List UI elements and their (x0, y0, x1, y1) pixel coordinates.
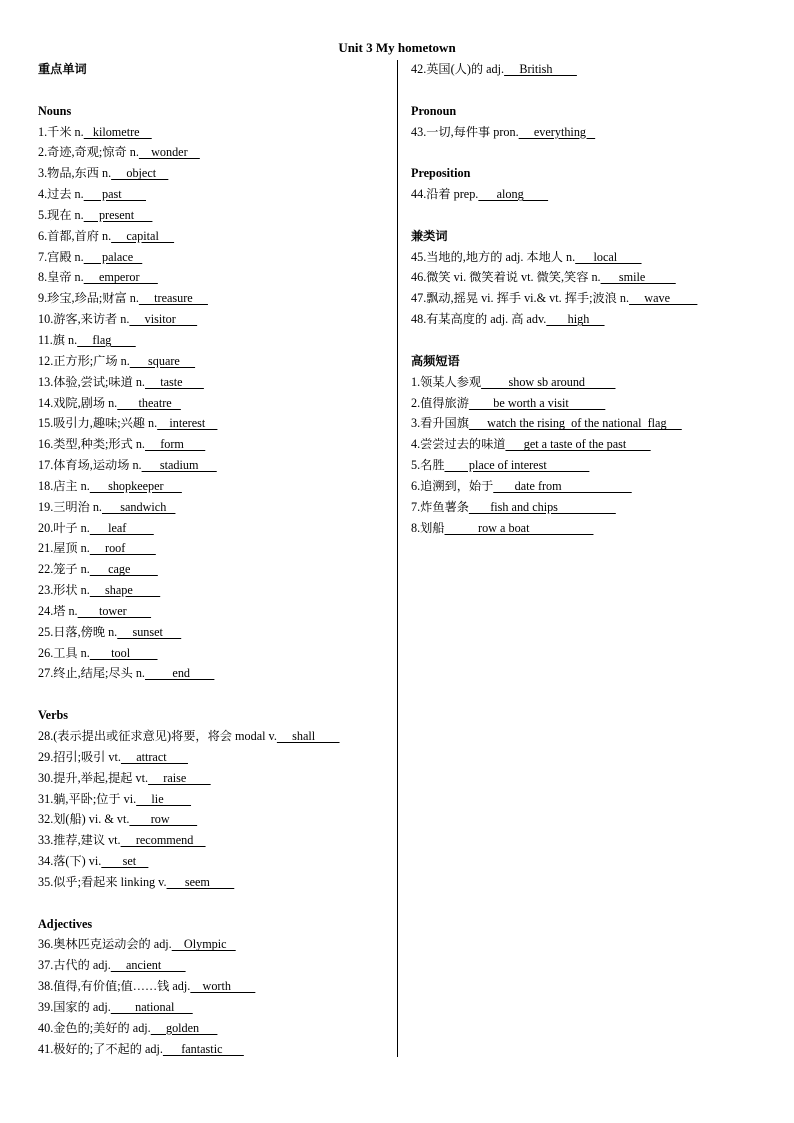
vocab-item (411, 455, 781, 476)
vocab-prompt: 42.英国(人)的 adj. (411, 62, 505, 76)
vocab-item (38, 872, 394, 893)
vocab-answer: date from (493, 478, 632, 493)
vocab-item (38, 351, 394, 372)
vocab-prompt: 26.工具 n. (38, 645, 90, 660)
section-heading: Verbs (38, 708, 69, 723)
vocab-prompt: 11.旗 n. (38, 332, 78, 347)
vocab-prompt: 4.尝尝过去的味道 (411, 437, 506, 452)
vocab-item (38, 747, 394, 768)
vocab-answer: along (478, 187, 549, 202)
vocab-answer: past (83, 187, 146, 202)
vocab-item (38, 267, 394, 288)
vocab-answer: attract (120, 749, 188, 764)
vocab-answer: flag (77, 332, 136, 347)
vocab-prompt: 6.首都,首府 n. (38, 228, 112, 243)
vocab-prompt: 34.落(下) vi. (38, 854, 102, 869)
section-heading: 重点单词 (38, 62, 87, 76)
vocab-item (38, 976, 394, 997)
vocab-prompt: 41.极好的;了不起的 adj. (38, 1041, 163, 1056)
vocab-answer: fantastic (162, 1041, 244, 1056)
vocab-answer: leaf (89, 520, 154, 535)
vocab-answer: place of interest (444, 458, 590, 473)
vocab-prompt: 20.叶子 n. (38, 520, 90, 535)
vocab-prompt: 5.现在 n. (38, 207, 84, 222)
vocab-prompt: 9.珍宝,珍品;财富 n. (38, 291, 139, 306)
vocab-item (38, 726, 394, 747)
column-divider (397, 60, 398, 1057)
vocab-item (38, 559, 394, 580)
vocab-prompt: 40.金色的;美好的 adj. (38, 1020, 151, 1035)
vocab-item (38, 497, 394, 518)
vocab-prompt: 48.有某高度的 adj. 高 adv. (411, 312, 547, 327)
vocab-item (411, 497, 781, 518)
vocab-answer: wonder (138, 145, 200, 160)
vocab-item (38, 247, 394, 268)
vocab-prompt: 44.沿着 prep. (411, 187, 479, 202)
vocab-answer: end (144, 666, 215, 681)
vocab-prompt: 3.看升国旗 (411, 416, 469, 431)
vocab-item (38, 580, 394, 601)
vocab-item (411, 476, 781, 497)
vocab-prompt: 32.划(船) vi. & vt. (38, 812, 130, 827)
vocab-item (38, 288, 394, 309)
vocab-item (411, 247, 781, 268)
section-heading: Pronoun (411, 103, 457, 118)
vocab-prompt: 16.类型,种类;形式 n. (38, 437, 145, 452)
vocab-answer: taste (144, 374, 204, 389)
vocab-answer: raise (148, 770, 211, 785)
vocab-item (38, 372, 394, 393)
vocab-item (38, 309, 394, 330)
vocab-prompt: 12.正方形;广场 n. (38, 353, 130, 368)
vocab-item (411, 184, 781, 205)
section-heading: Adjectives (38, 916, 93, 931)
vocab-item (38, 789, 394, 810)
vocab-answer: treasure (138, 291, 208, 306)
section-heading: Preposition (411, 166, 471, 181)
vocab-answer: row a boat (444, 520, 594, 535)
vocab-item (38, 851, 394, 872)
vocab-item (38, 643, 394, 664)
vocab-prompt: 47.飘动,摇晃 vi. 挥手 vi.& vt. 挥手;波浪 n. (411, 291, 630, 306)
vocab-answer: lie (136, 791, 192, 806)
vocab-prompt: 1.千米 n. (38, 124, 84, 139)
vocab-prompt: 30.提升,举起,提起 vt. (38, 770, 149, 785)
vocab-item (38, 393, 394, 414)
blank-line (411, 142, 781, 163)
vocab-answer: sandwich (101, 499, 176, 514)
vocab-answer: interest (157, 416, 218, 431)
vocab-prompt: 43.一切,每件事 pron. (411, 124, 519, 139)
vocab-item (411, 309, 781, 330)
blank-line (411, 330, 781, 351)
page-title: Unit 3 My hometown (338, 40, 456, 55)
vocab-answer: square (129, 353, 196, 368)
vocab-prompt: 31.躺,平卧;位于 vi. (38, 791, 137, 806)
vocab-prompt: 37.古代的 adj. (38, 958, 111, 973)
vocab-item (38, 768, 394, 789)
vocab-prompt: 29.招引;吸引 vt. (38, 749, 121, 764)
vocab-prompt: 4.过去 n. (38, 187, 84, 202)
section-heading: 兼类词 (411, 228, 448, 243)
vocab-item (411, 393, 781, 414)
vocab-item (38, 809, 394, 830)
vocab-prompt: 39.国家的 adj. (38, 999, 111, 1014)
vocab-item (411, 434, 781, 455)
vocab-answer: national (110, 999, 193, 1014)
vocab-item (38, 663, 394, 684)
vocab-answer: kilometre (83, 124, 152, 139)
vocab-answer: tower (77, 603, 152, 618)
vocab-item (38, 226, 394, 247)
vocab-answer: tool (89, 645, 158, 660)
blank-line (38, 684, 394, 705)
vocab-answer: ancient (110, 958, 186, 973)
vocab-prompt: 15.吸引力,趣味;兴趣 n. (38, 416, 158, 431)
vocab-answer: theatre (117, 395, 181, 410)
vocab-prompt: 27.终止,结尾;尽头 n. (38, 666, 145, 681)
section-heading: Nouns (38, 103, 72, 118)
vocab-item (38, 434, 394, 455)
vocab-item (411, 518, 781, 539)
vocab-prompt: 2.奇迹,奇观;惊奇 n. (38, 145, 139, 160)
vocab-prompt: 35.似乎;看起来 linking v. (38, 874, 167, 889)
vocab-item (38, 955, 394, 976)
vocab-answer: row (129, 812, 198, 827)
vocab-answer: show sb around (481, 374, 616, 389)
vocab-answer: seem (166, 874, 235, 889)
vocab-prompt: 36.奥林匹克运动会的 adj. (38, 937, 172, 952)
vocab-prompt: 3.物品,东西 n. (38, 166, 112, 181)
vocab-answer: capital (111, 228, 175, 243)
vocab-answer: shape (89, 583, 161, 598)
vocab-item (38, 330, 394, 351)
vocab-item (411, 413, 781, 434)
vocab-item (38, 163, 394, 184)
vocab-answer: high (546, 312, 605, 327)
vocab-item (411, 288, 781, 309)
vocab-answer: wave (629, 291, 698, 306)
vocab-answer: Olympic (171, 937, 236, 952)
blank-line (411, 80, 781, 101)
vocab-prompt: 6.追溯到，始于 (411, 478, 494, 493)
vocab-prompt: 21.屋顶 n. (38, 541, 90, 556)
vocab-answer: sunset (117, 624, 182, 639)
vocab-answer: emperor (83, 270, 158, 285)
vocab-prompt: 25.日落,傍晚 n. (38, 624, 118, 639)
vocab-item (38, 622, 394, 643)
vocab-answer: be worth a visit (468, 395, 606, 410)
blank-line (411, 205, 781, 226)
vocab-answer: cage (89, 562, 158, 577)
vocab-prompt: 38.值得,有价值;值……钱 adj. (38, 979, 191, 994)
vocab-prompt: 7.炸鱼薯条 (411, 499, 469, 514)
vocab-item (38, 538, 394, 559)
vocab-item (38, 142, 394, 163)
vocab-item (38, 184, 394, 205)
vocab-answer: fish and chips (468, 499, 616, 514)
vocab-answer: recommend (120, 833, 206, 848)
vocab-answer: British (504, 62, 577, 76)
vocab-item (38, 830, 394, 851)
vocab-answer: everything (518, 124, 596, 139)
left-column (38, 59, 394, 1060)
vocab-prompt: 14.戏院,剧场 n. (38, 395, 118, 410)
vocab-item (38, 601, 394, 622)
vocab-prompt: 13.体验,尝试;味道 n. (38, 374, 145, 389)
blank-line (38, 80, 394, 101)
vocab-prompt: 1.领某人参观 (411, 374, 482, 389)
vocab-prompt: 45.当地的,地方的 adj. 本地人 n. (411, 249, 576, 264)
vocab-prompt: 19.三明治 n. (38, 499, 102, 514)
vocab-prompt: 24.塔 n. (38, 603, 78, 618)
vocab-answer: stadium (141, 458, 217, 473)
vocab-item (411, 267, 781, 288)
vocab-answer: local (575, 249, 642, 264)
blank-line (38, 893, 394, 914)
vocab-item (38, 455, 394, 476)
right-column (411, 59, 781, 538)
vocab-prompt: 18.店主 n. (38, 478, 90, 493)
vocab-answer: visitor (129, 312, 198, 327)
vocab-answer: set (101, 854, 149, 869)
section-heading: 高频短语 (411, 353, 460, 368)
vocab-item (411, 59, 781, 80)
vocab-item (38, 205, 394, 226)
vocab-answer: smile (600, 270, 676, 285)
vocab-answer: get a taste of the past (505, 437, 651, 452)
vocab-prompt: 23.形状 n. (38, 583, 90, 598)
vocab-answer: worth (190, 979, 256, 994)
vocab-prompt: 8.划船 (411, 520, 445, 535)
vocab-answer: shopkeeper (89, 478, 182, 493)
vocab-answer: palace (83, 249, 143, 264)
vocab-item (38, 934, 394, 955)
vocab-prompt: 33.推荐,建议 vt. (38, 833, 121, 848)
vocab-prompt: 10.游客,来访者 n. (38, 312, 130, 327)
vocab-prompt: 2.值得旅游 (411, 395, 469, 410)
vocab-prompt: 22.笼子 n. (38, 562, 90, 577)
vocab-answer: form (144, 437, 206, 452)
vocab-prompt: 5.名胜 (411, 458, 445, 473)
vocab-answer: roof (89, 541, 156, 556)
vocab-item (411, 122, 781, 143)
vocab-prompt: 46.微笑 vi. 微笑着说 vt. 微笑,笑容 n. (411, 270, 601, 285)
vocab-prompt: 8.皇帝 n. (38, 270, 84, 285)
vocab-item (38, 476, 394, 497)
vocab-item (38, 1039, 394, 1060)
vocab-answer: golden (150, 1020, 218, 1035)
vocab-prompt: 17.体育场,运动场 n. (38, 458, 142, 473)
vocab-item (38, 518, 394, 539)
vocab-item (38, 1018, 394, 1039)
vocab-item (38, 413, 394, 434)
vocab-answer: present (83, 207, 153, 222)
vocab-item (38, 122, 394, 143)
vocab-answer: shall (276, 729, 340, 743)
vocab-answer: watch the rising of the national flag (468, 416, 682, 431)
vocab-item (38, 997, 394, 1018)
vocab-prompt: 28.(表示提出或征求意见)将要，将会 modal v. (38, 729, 277, 743)
vocab-answer: object (111, 166, 169, 181)
vocab-prompt: 7.宫殿 n. (38, 249, 84, 264)
vocab-item (411, 372, 781, 393)
